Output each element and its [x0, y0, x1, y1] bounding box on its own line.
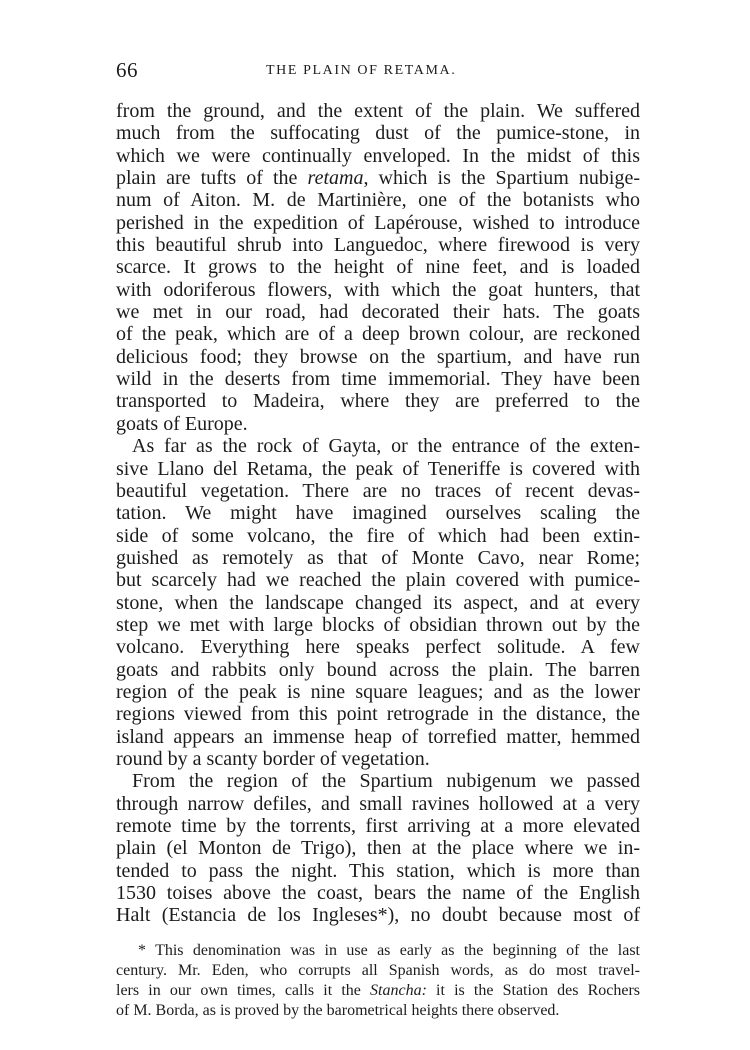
text-line: perished in the expedition of Lapérouse, wished to introduce	[116, 211, 640, 234]
running-head	[116, 58, 640, 88]
text-line: As far as the rock of Gayta, or the entrance of the exten-	[132, 435, 640, 458]
italic-term: Stancha:	[370, 981, 427, 999]
text-line-retama	[116, 167, 640, 189]
text-line: step we met with large blocks of obsidian thrown out by the	[116, 613, 640, 636]
text-line: which we were continually enveloped. In the midst of this	[116, 144, 640, 167]
italic-term: retama	[307, 167, 364, 190]
text-line: plain (el Monton de Trigo), then at the place where we in-	[116, 837, 640, 860]
text-line: this beautiful shrub into Languedoc, where firewood is very	[116, 234, 640, 257]
text-line: num of Aiton. M. de Martinière, one of the botanists who	[116, 189, 640, 212]
body-text	[116, 100, 640, 927]
text-run: lers in our own times, calls it the	[116, 981, 371, 999]
text-line: wild in the deserts from time immemorial. They have been	[116, 368, 640, 391]
text-line: tended to pass the night. This station, which is more than	[116, 859, 640, 882]
footnote	[116, 941, 640, 1021]
text-line: remote time by the torrents, first arriving at a more elevated	[116, 815, 640, 837]
footnote-line: century. Mr. Eden, who corrupts all Spanish words, as do most travel-	[116, 961, 640, 979]
running-title: THE PLAIN OF RETAMA.	[266, 63, 457, 78]
text-line: stone, when the landscape changed its aspect, and at every	[116, 591, 640, 614]
text-line: through narrow defiles, and small ravines hollowed at a very	[116, 792, 640, 815]
text-line: from the ground, and the extent of the plain. We suffered	[116, 100, 640, 122]
footnote-line: * This denomination was in use as early as the beginning of the last	[138, 941, 640, 959]
text-line: goats of Europe.	[116, 412, 248, 435]
text-run: , which is the Spartium nubige-	[363, 167, 640, 190]
text-line: goats and rabbits only bound across the plain. The barren	[116, 658, 640, 681]
text-line: of the peak, which are of a deep brown colour, are reckoned	[116, 323, 640, 346]
text-line: delicious food; they browse on the spartium, and have run	[116, 345, 640, 368]
text-line: region of the peak is nine square leagues; and as the lower	[116, 680, 640, 703]
text-line: tation. We might have imagined ourselves scaling the	[116, 502, 640, 525]
text-line: beautiful vegetation. There are no traces of recent devas-	[116, 479, 640, 502]
text-run: plain are tufts of the	[116, 167, 308, 190]
text-line: Halt (Estancia de los Ingleses*), no doubt because most of	[116, 904, 640, 927]
text-line: transported to Madeira, where they are preferred to the	[116, 390, 640, 413]
text-line: scarce. It grows to the height of nine feet, and is loaded	[116, 256, 640, 279]
text-line: much from the suffocating dust of the pumice-stone, in	[116, 122, 640, 145]
text-line: we met in our road, had decorated their hats. The goats	[116, 301, 640, 324]
text-line: regions viewed from this point retrograde in the distance, the	[116, 703, 640, 726]
text-line: sive Llano del Retama, the peak of Teneriffe is covered with	[116, 457, 640, 480]
text-line: with odoriferous flowers, with which the goat hunters, that	[116, 278, 640, 301]
text-line: 1530 toises above the coast, bears the name of the English	[116, 882, 640, 905]
footnote-line: of M. Borda, as is proved by the barometrical heights there observed.	[116, 1001, 560, 1019]
footnote-line-stancha	[116, 981, 640, 1001]
book-page	[116, 58, 640, 1021]
text-line: side of some volcano, the fire of which had been extin-	[116, 524, 640, 547]
text-line: volcano. Everything here speaks perfect solitude. A few	[116, 636, 640, 659]
page-number: 66	[116, 58, 138, 82]
text-line: round by a scanty border of vegetation.	[116, 747, 430, 770]
text-line: guished as remotely as that of Monte Cavo, near Rome;	[116, 546, 640, 569]
text-line: but scarcely had we reached the plain covered with pumice-	[116, 569, 640, 592]
text-line: From the region of the Spartium nubigenum we passed	[132, 770, 640, 793]
text-run: it is the Station des Rochers	[426, 981, 640, 999]
text-line: island appears an immense heap of torrefied matter, hemmed	[116, 725, 640, 748]
